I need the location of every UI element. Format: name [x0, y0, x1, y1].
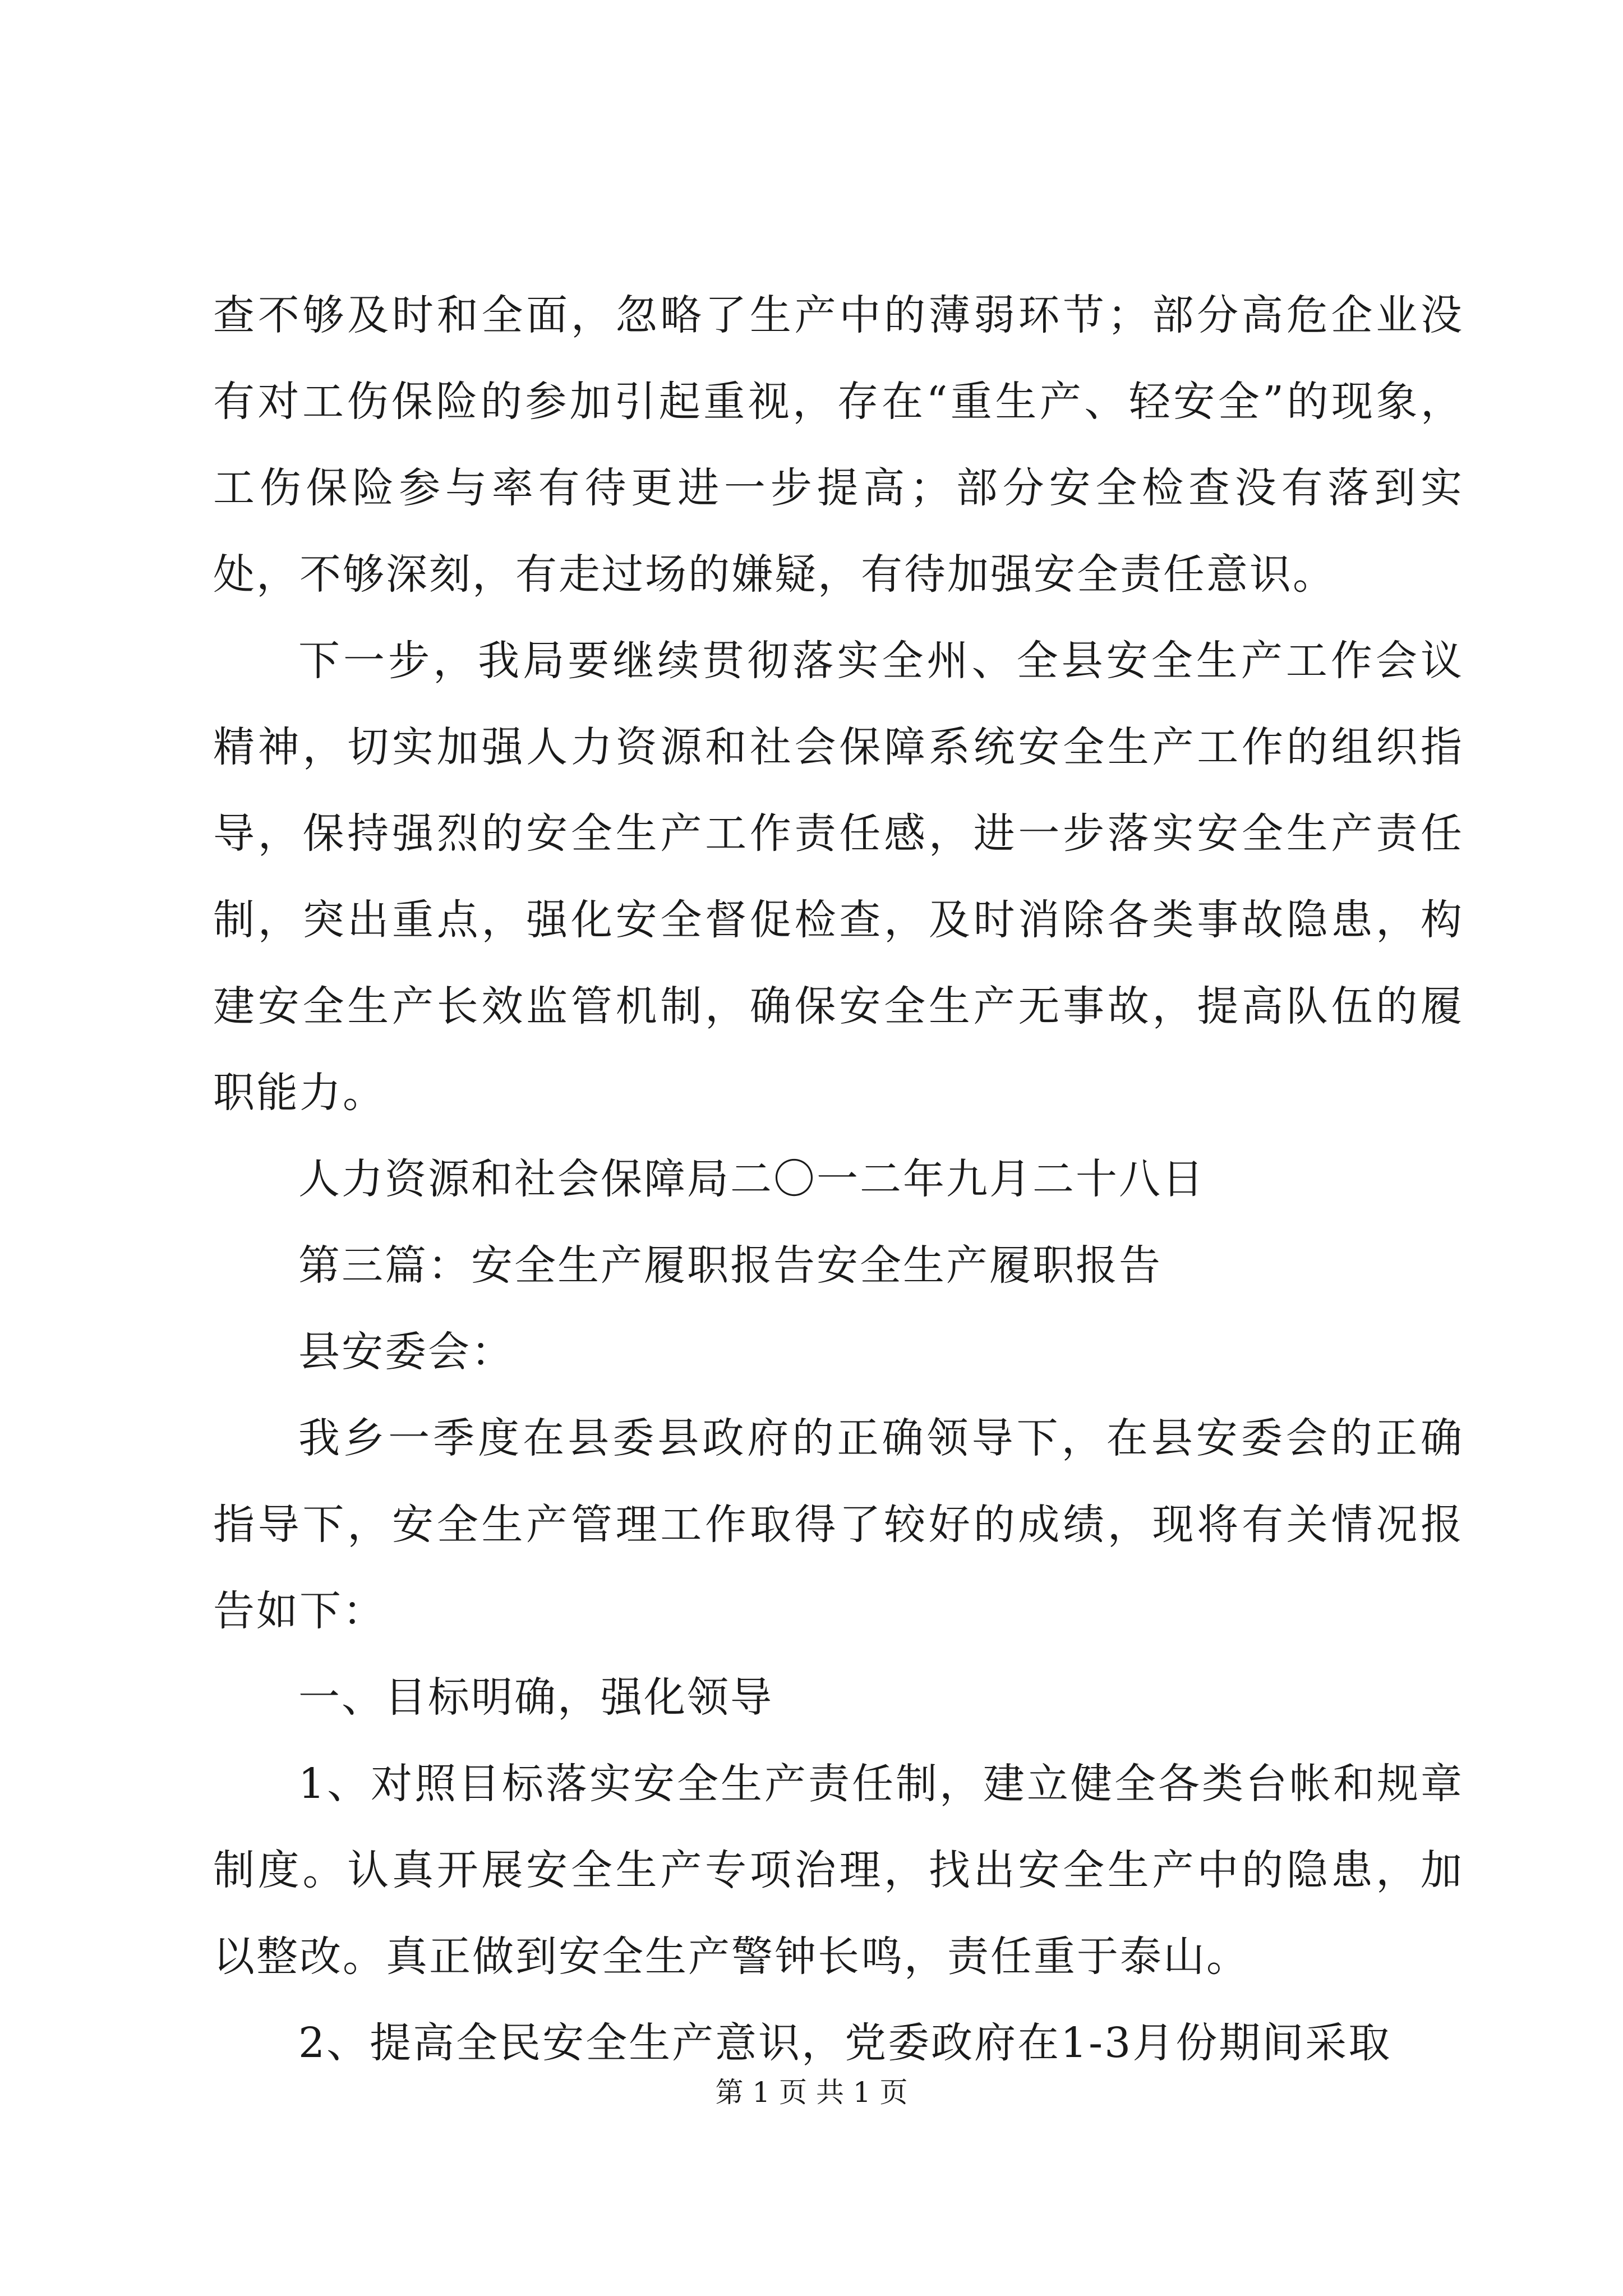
paragraph-next-steps: 下一步，我局要继续贯彻落实全州、全县安全生产工作会议精神，切实加强人力资源和社会保障系统安全生产工作的组织指导，保持强烈的安全生产工作责任感，进一步落实安全生产责任制，突出重点，强化安全督促检查，及时消除各类事故隐患，构建安全生产长效监管机制，确保安全生产无事故，提高队伍的履职能力。 [213, 637, 1464, 1117]
page-footer: 第 1 页 共 1 页 [715, 2076, 908, 2109]
list-item-2: 2、提高全民安全生产意识，党委政府在1-3月份期间采取 [298, 2019, 1392, 2067]
section-title: 第三篇：安全生产履职报告安全生产履职报告 [298, 1241, 1162, 1290]
salutation: 县安委会： [298, 1328, 514, 1376]
heading-goals: 一、目标明确，强化领导 [298, 1673, 773, 1722]
paragraph-continuation: 查不够及时和全面，忽略了生产中的薄弱环节；部分高危企业没有对工伤保险的参加引起重视，存在“重生产、轻安全”的现象，工伤保险参与率有待更进一步提高；部分安全检查没有落到实处，不够深刻，有走过场的嫌疑，有待加强安全责任意识。 [213, 291, 1464, 599]
signature-line: 人力资源和社会保障局二〇一二年九月二十八日 [298, 1155, 1205, 1203]
list-item-1: 1、对照目标落实安全生产责任制，建立健全各类台帐和规章制度。认真开展安全生产专项治理，找出安全生产中的隐患，加以整改。真正做到安全生产警钟长鸣，责任重于泰山。 [213, 1760, 1464, 1981]
document-body [213, 272, 1464, 2086]
paragraph-intro: 我乡一季度在县委县政府的正确领导下，在县安委会的正确指导下，安全生产管理工作取得了较好的成绩，现将有关情况报告如下： [213, 1414, 1464, 1635]
